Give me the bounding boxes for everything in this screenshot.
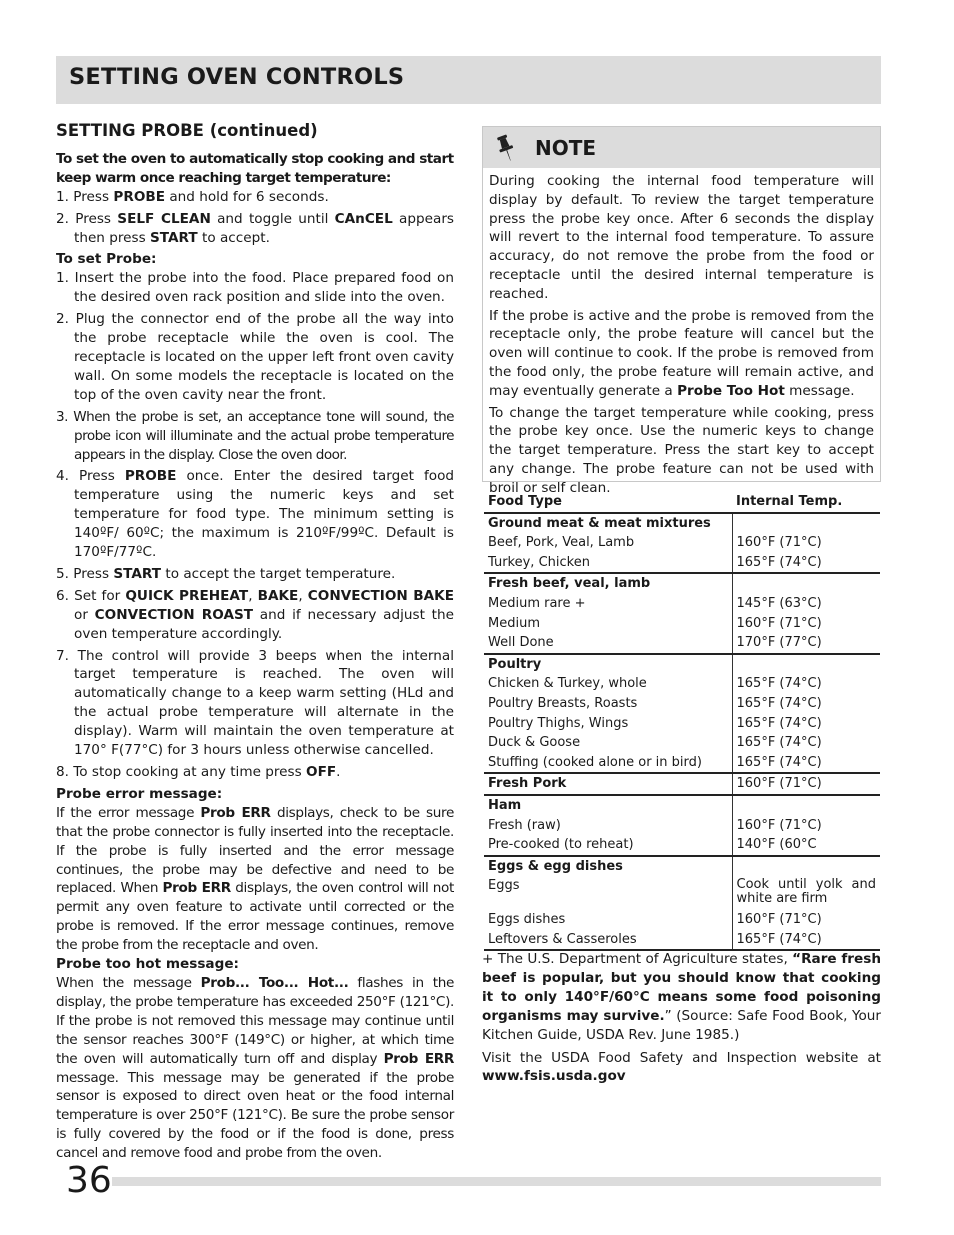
probe-too-hot-heading: Probe too hot message: <box>56 956 239 973</box>
table-header-row <box>484 492 880 513</box>
table-group-row <box>484 573 880 594</box>
table-group-row <box>484 773 880 795</box>
food-type-cell: Medium rare + <box>484 594 732 614</box>
column-header-internal-temp: Internal Temp. <box>732 492 880 513</box>
footnote-paragraph: Visit the USDA Food Safety and Inspection website at www.fsis.usda.gov <box>482 1049 881 1085</box>
header-bar <box>56 56 881 104</box>
group-title: Ham <box>484 795 732 816</box>
food-type-cell: Medium <box>484 614 732 634</box>
food-type-cell: Chicken & Turkey, whole <box>484 674 732 694</box>
temp-cell: 170°F (77°C) <box>732 633 880 654</box>
temp-cell: 165°F (74°C) <box>732 553 880 574</box>
group-title: Fresh Pork <box>484 773 732 795</box>
food-type-cell: Poultry Thighs, Wings <box>484 714 732 734</box>
temp-cell: 165°F (74°C) <box>736 735 822 751</box>
list-item: 2. Press SELF CLEAN and toggle until CAnCEL appears then press START to accept. <box>56 210 454 246</box>
temp-cell: 165°F (74°C) <box>736 676 822 692</box>
temp-cell: Cook until yolk and white are firm <box>736 877 876 907</box>
food-type-cell: Pre-cooked (to reheat) <box>484 835 732 856</box>
temp-cell: 160°F (71°C) <box>736 817 822 833</box>
table-row <box>484 876 880 910</box>
note-paragraph: If the probe is active and the probe is removed from the receptacle only, the probe feature will cancel but the oven will continue to cook. If the probe is removed from the food only, the probe feature will remain active, and may eventually generate a Probe Too Hot message. <box>489 307 874 399</box>
temp-cell: 140°F (60°C <box>732 835 880 856</box>
table-row <box>484 930 880 951</box>
set-probe-steps <box>56 269 454 782</box>
set-probe-heading: To set Probe: <box>56 251 157 268</box>
food-type-cell: Eggs <box>484 876 732 910</box>
note-box <box>482 126 881 496</box>
pushpin-icon <box>496 134 518 162</box>
table-row <box>484 733 880 753</box>
food-type-cell: Eggs dishes <box>484 910 732 930</box>
group-title: Ground meat & meat mixtures <box>484 513 732 534</box>
list-item: 2. Plug the connector end of the probe all the way into the probe receptacle while the oven is cool. The receptacle is located on the upper left front oven cavity wall. On some models the receptacle is located on the top of the oven cavity near the front. <box>56 311 454 403</box>
probe-error-heading: Probe error message: <box>56 785 223 802</box>
list-item: 4. Press PROBE once. Enter the desired target food temperature using the numeric keys and set temperature for food type. The minimum setting is 140ºF/ 60ºC; the maximum is 210ºF/99ºC. Default is 170ºF/77ºC. <box>56 468 455 561</box>
temp-cell: 165°F (74°C) <box>736 715 822 731</box>
temp-cell: 160°F (71°C) <box>736 535 822 551</box>
list-item: 8. To stop cooking at any time press OFF. <box>56 764 341 780</box>
list-item: 3. When the probe is set, an acceptance tone will sound, the probe icon will illuminate and the actual probe temperature appears in the display. Close the oven door. <box>56 408 454 463</box>
food-type-cell: Leftovers & Casseroles <box>484 930 732 951</box>
food-type-cell: Stuffing (cooked alone or in bird) <box>484 753 732 774</box>
food-type-cell: Well Done <box>484 633 732 654</box>
temp-cell: 165°F (74°C) <box>732 930 880 951</box>
page-number: 36 <box>66 1160 112 1201</box>
table-row <box>484 816 880 836</box>
footer-bar <box>112 1177 881 1186</box>
table-row <box>484 753 880 774</box>
temp-cell: 160°F (71°C) <box>732 773 880 795</box>
note-title: NOTE <box>535 136 597 160</box>
table-row <box>484 835 880 856</box>
column-header-food-type: Food Type <box>484 492 732 513</box>
table-row <box>484 694 880 714</box>
food-temperature-table <box>484 492 880 951</box>
page-title: SETTING OVEN CONTROLS <box>69 64 405 90</box>
list-item: 7. The control will provide 3 beeps when the internal target temperature is reached. The oven will automatically change to a keep warm setting (HLd and the actual probe temperature will alternate in the display). Warm will maintain the oven temperature at 170° F(77°C) for 3 hours unless otherwise cancelled. <box>56 647 454 759</box>
table-row <box>484 533 880 553</box>
food-type-cell: Beef, Pork, Veal, Lamb <box>484 533 732 553</box>
auto-stop-intro: To set the oven to automatically stop cooking and start keep warm once reaching target temperature: <box>56 150 454 186</box>
list-item: 5. Press START to accept the target temperature. <box>56 565 396 582</box>
table-row <box>484 594 880 614</box>
table-row <box>484 714 880 734</box>
table-row <box>484 633 880 654</box>
table-group-row <box>484 513 880 534</box>
table-row <box>484 553 880 574</box>
temp-cell: 160°F (71°C) <box>736 912 822 928</box>
food-type-cell: Fresh (raw) <box>484 816 732 836</box>
probe-too-hot-text: When the message Prob... Too... Hot... flashes in the display, the probe temperature has exceeded 250°F (121°C). If the probe is not removed this message may continue until the sensor reaches 300°F (149°C) or higher, at which time the oven will automatically turn off and display Prob ERR message. This message may be generated if the probe sensor is exposed to direct oven heat or the food internal temperature is over 250°F (121°C). Be sure the probe sensor is fully covered by the food or if the food is done, press cancel and remove food and probe from the oven. <box>56 974 455 1162</box>
usda-footnote <box>482 950 881 1090</box>
list-item: 6. Set for QUICK PREHEAT, BAKE, CONVECTION BAKE or CONVECTION ROAST and if necessary adjust the oven temperature accordingly. <box>56 587 454 642</box>
list-item: 1. Press PROBE and hold for 6 seconds. <box>56 188 329 205</box>
temp-cell: 145°F (63°C) <box>736 595 822 611</box>
table-group-row <box>484 795 880 816</box>
left-column <box>56 122 454 1163</box>
table-row <box>484 910 880 930</box>
section-title: SETTING PROBE (continued) <box>56 121 318 140</box>
list-item: 1. Insert the probe into the food. Place prepared food on the desired oven rack position and slide into the oven. <box>56 270 454 306</box>
table-group-row <box>484 654 880 675</box>
probe-error-text: If the error message Prob ERR displays, check to be sure that the probe connector is fully inserted into the receptacle. If the probe is fully inserted and the error message continues, the probe may be defective and need to be replaced. When Prob ERR displays, the oven control will not permit any oven feature to activate until corrected or the probe is removed. If the error message continues, remove the probe from the receptacle and oven. <box>56 804 454 954</box>
temp-cell: 165°F (74°C) <box>732 753 880 774</box>
note-body <box>483 168 880 498</box>
table-group-row <box>484 856 880 877</box>
food-type-cell: Poultry Breasts, Roasts <box>484 694 732 714</box>
group-title: Eggs & egg dishes <box>484 856 732 877</box>
group-title: Fresh beef, veal, lamb <box>484 573 732 594</box>
food-type-cell: Turkey, Chicken <box>484 553 732 574</box>
auto-stop-steps <box>56 188 454 248</box>
footnote-paragraph: + The U.S. Department of Agriculture states, “Rare fresh beef is popular, but you should know that cooking it to only 140°F/60°C means some food poisoning organisms may survive.” (Source: Safe Food Book, Your Kitchen Guide, USDA Rev. June 1985.) <box>482 951 881 1043</box>
temp-cell: 160°F (71°C) <box>736 615 822 631</box>
note-paragraph: During cooking the internal food temperature will display by default. To review the target temperature press the probe key once. After 6 seconds the display will revert to the internal food temperature. To assure accuracy, do not remove the probe from the food or receptacle until the desired internal temperature is reached. <box>489 173 874 302</box>
note-paragraph: To change the target temperature while cooking, press the probe key once. Use the numeric keys to change the target temperature. Press the start key to accept any change. The probe feature can not be used with broil or self clean. <box>489 404 874 496</box>
temp-cell: 165°F (74°C) <box>736 695 822 711</box>
food-type-cell: Duck & Goose <box>484 733 732 753</box>
table-row <box>484 674 880 694</box>
table-row <box>484 614 880 634</box>
group-title: Poultry <box>484 654 732 675</box>
note-header <box>483 127 880 168</box>
